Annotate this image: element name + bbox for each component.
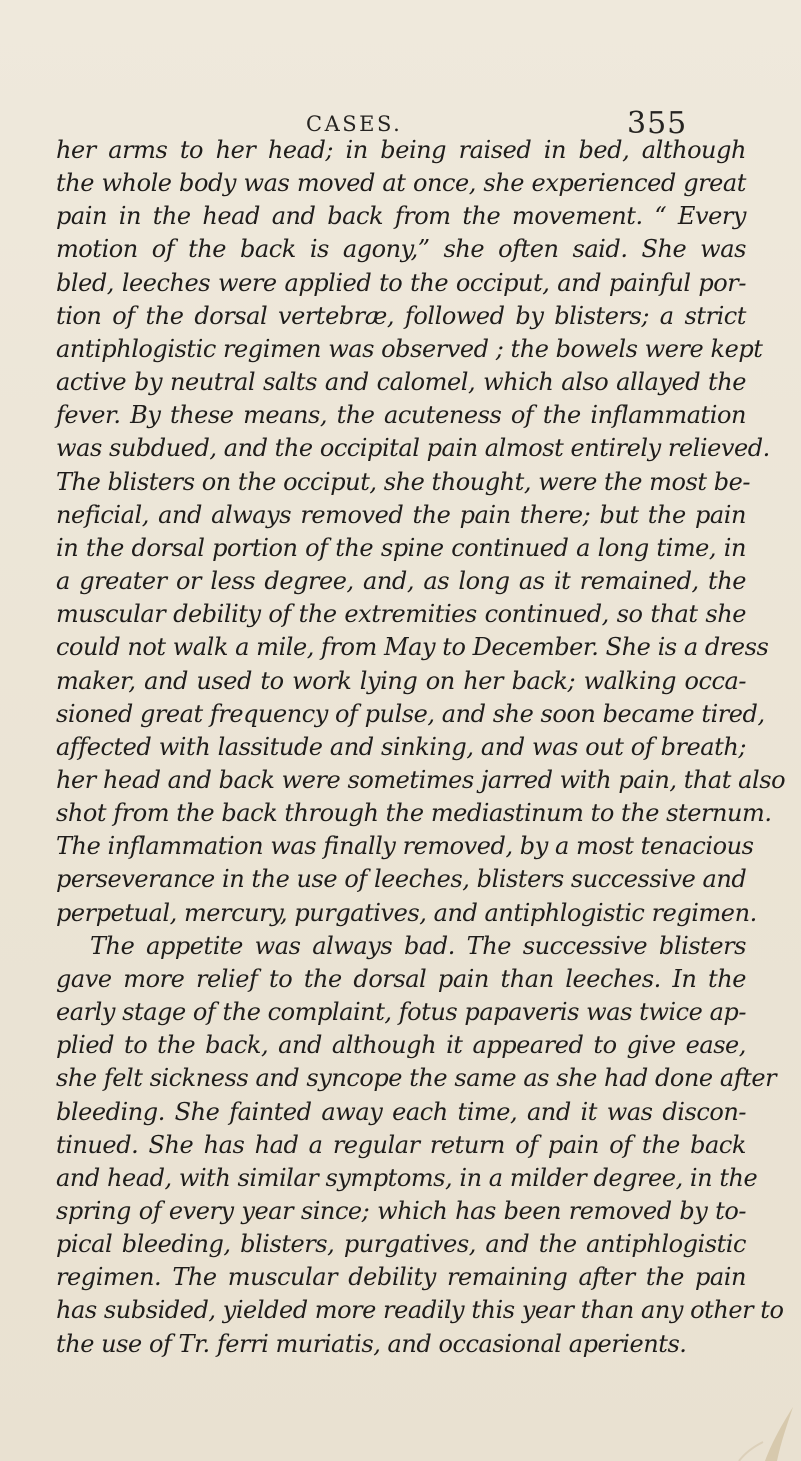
text-line: shot from the back through the mediastinum to the sternum.	[56, 799, 772, 828]
text-line: regimen. The muscular debility remaining after the pain	[56, 1263, 746, 1292]
text-line: muscular debility of the extremities continued, so that she	[56, 600, 746, 629]
text-line: in the dorsal portion of the spine continued a long time, in	[56, 533, 746, 562]
text-line: her head and back were sometimes jarred with pain, that also	[56, 765, 786, 794]
text-line: tion of the dorsal vertebræ, followed by blisters; a strict	[56, 301, 746, 330]
text-line: antiphlogistic regimen was observed ; the bowels were kept	[56, 334, 763, 363]
page-stain-mark	[681, 1341, 801, 1461]
text-line: her arms to her head; in being raised in bed, although	[56, 136, 746, 164]
header-title: CASES.	[306, 112, 403, 136]
text-line: has subsided, yielded more readily this year than any other to	[56, 1296, 784, 1325]
text-line: bleeding. She fainted away each time, and it was discon-	[56, 1097, 746, 1126]
text-line: The inflammation was finally removed, by a most tenacious	[56, 832, 754, 861]
text-line: The blisters on the occiput, she thought, were the most be-	[56, 467, 751, 496]
text-line: perpetual, mercury, purgatives, and antiphlogistic regimen.	[56, 898, 757, 927]
text-line: plied to the back, and although it appeared to give ease,	[56, 1031, 746, 1060]
text-line: maker, and used to work lying on her back; walking occa-	[56, 666, 746, 695]
text-line: pain in the head and back from the movement. “ Every	[56, 202, 746, 231]
text-line: affected with lassitude and sinking, and was out of breath;	[56, 732, 746, 761]
text-line: sioned great frequency of pulse, and she soon became tired,	[56, 699, 765, 728]
text-line: a greater or less degree, and, as long as it remained, the	[56, 567, 746, 596]
text-line: pical bleeding, blisters, purgatives, and the antiphlogistic	[56, 1230, 746, 1259]
text-line: was subdued, and the occipital pain almost entirely relieved.	[56, 434, 770, 463]
text-line: and head, with similar symptoms, in a milder degree, in the	[56, 1163, 758, 1192]
text-line: motion of the back is agony,” she often said. She was	[56, 235, 746, 264]
text-line: gave more relief to the dorsal pain than leeches. In the	[56, 964, 746, 993]
text-line: neficial, and always removed the pain there; but the pain	[56, 500, 746, 529]
body-text	[56, 134, 786, 1361]
text-line: early stage of the complaint, fotus papaveris was twice ap-	[56, 998, 746, 1027]
text-line: fever. By these means, the acuteness of the inflammation	[56, 401, 746, 430]
text-line: active by neutral salts and calomel, which also allayed the	[56, 368, 746, 397]
text-line: spring of every year since; which has been removed by to-	[56, 1197, 746, 1225]
text-line: tinued. She has had a regular return of pain of the back	[56, 1130, 746, 1159]
text-line: could not walk a mile, from May to December. She is a dress	[56, 633, 769, 662]
paragraph-start-line: The appetite was always bad. The successive blisters	[90, 931, 746, 960]
text-line: she felt sickness and syncope the same as she had done after	[56, 1064, 777, 1093]
text-line: perseverance in the use of leeches, blisters successive and	[56, 865, 747, 894]
text-line: bled, leeches were applied to the occiput, and painful por-	[56, 268, 746, 297]
page-number: 355	[627, 106, 688, 141]
text-line: the whole body was moved at once, she experienced great	[56, 169, 746, 198]
text-line-last: the use of Tr. ferri muriatis, and occasional aperients.	[56, 1329, 687, 1358]
